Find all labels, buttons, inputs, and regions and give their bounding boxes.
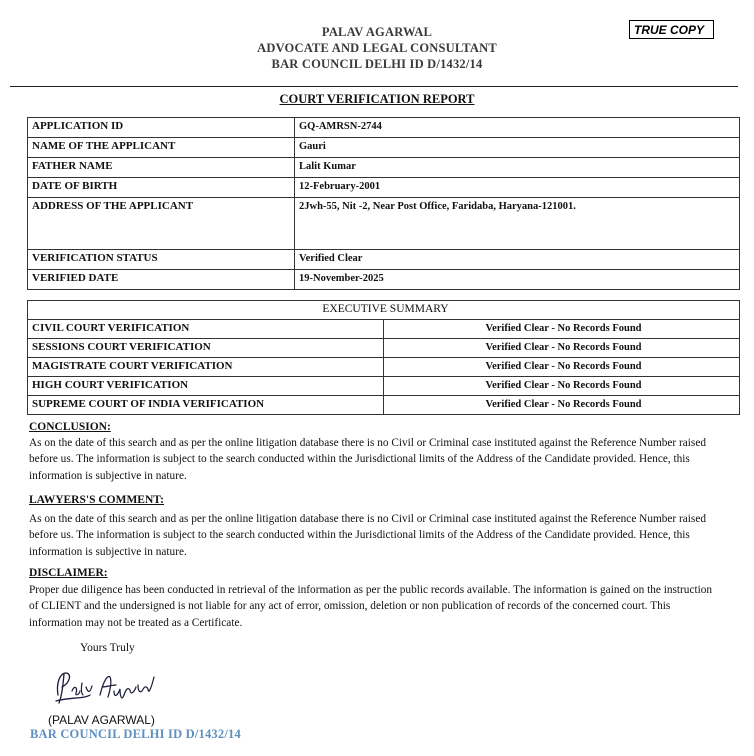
detail-label: VERIFIED DATE — [28, 270, 295, 290]
table-row — [28, 250, 740, 270]
advocate-designation: ADVOCATE AND LEGAL CONSULTANT — [257, 41, 497, 55]
table-row — [28, 178, 740, 198]
signatory-bar-id: BAR COUNCIL DELHI ID D/1432/14 — [30, 727, 241, 741]
table-row — [28, 118, 740, 138]
table-row — [28, 138, 740, 158]
true-copy-stamp: TRUE COPY — [629, 20, 714, 39]
applicant-details-table — [27, 117, 740, 290]
advocate-bar-id: BAR COUNCIL DELHI ID D/1432/14 — [271, 57, 483, 71]
detail-value: 19-November-2025 — [295, 270, 740, 290]
table-row — [28, 270, 740, 290]
court-result: Verified Clear - No Records Found — [384, 396, 740, 415]
header-divider — [10, 86, 738, 87]
detail-label: NAME OF THE APPLICANT — [28, 138, 295, 158]
detail-label: APPLICATION ID — [28, 118, 295, 138]
table-row — [28, 339, 740, 358]
report-title — [0, 92, 754, 107]
detail-value: 12-February-2001 — [295, 178, 740, 198]
executive-summary-table — [27, 300, 740, 415]
court-result: Verified Clear - No Records Found — [384, 358, 740, 377]
detail-value: Verified Clear — [295, 250, 740, 270]
conclusion-title: CONCLUSION: — [29, 421, 111, 433]
signature-scribble-icon — [50, 665, 160, 707]
court-label: SUPREME COURT OF INDIA VERIFICATION — [28, 396, 384, 415]
advocate-name: PALAV AGARWAL — [321, 25, 433, 39]
detail-label: VERIFICATION STATUS — [28, 250, 295, 270]
court-result: Verified Clear - No Records Found — [384, 339, 740, 358]
table-row — [28, 198, 740, 250]
detail-value: GQ-AMRSN-2744 — [295, 118, 740, 138]
detail-label: ADDRESS OF THE APPLICANT — [28, 198, 295, 250]
court-label: CIVIL COURT VERIFICATION — [28, 320, 384, 339]
detail-value: 2Jwh-55, Nit -2, Near Post Office, Faridaba, Haryana-121001. — [295, 198, 740, 250]
court-label: HIGH COURT VERIFICATION — [28, 377, 384, 396]
closing-salutation: Yours Truly — [80, 642, 135, 654]
disclaimer-title: DISCLAIMER: — [29, 567, 108, 579]
table-row — [28, 320, 740, 339]
table-row — [28, 358, 740, 377]
detail-value: Gauri — [295, 138, 740, 158]
detail-label: DATE OF BIRTH — [28, 178, 295, 198]
lawyers-comment-text: As on the date of this search and as per the online litigation database there is no Civil or Criminal case instituted against the Reference Number raised before us. The information is subject to the search conducted within the Jurisdictional limits of the Address of the Candidate provided. Hence, this information is subjective in nature. — [29, 513, 706, 558]
report-title-text: COURT VERIFICATION REPORT — [279, 92, 475, 106]
court-result: Verified Clear - No Records Found — [384, 320, 740, 339]
detail-label: FATHER NAME — [28, 158, 295, 178]
court-result: Verified Clear - No Records Found — [384, 377, 740, 396]
detail-value: Lalit Kumar — [295, 158, 740, 178]
handwritten-signature — [50, 665, 160, 712]
lawyers-comment-title: LAWYERS'S COMMENT: — [29, 494, 164, 506]
conclusion-text: As on the date of this search and as per the online litigation database there is no Civil or Criminal case instituted against the Reference Number raised before us. The information is subject to the search conducted within the Jurisdictional limits of the Address of the Candidate provided. Hence, this information is subjective in nature. — [29, 437, 706, 482]
table-row — [28, 301, 740, 320]
court-label: MAGISTRATE COURT VERIFICATION — [28, 358, 384, 377]
table-row — [28, 377, 740, 396]
signatory-name: (PALAV AGARWAL) — [48, 713, 155, 727]
executive-summary-heading: EXECUTIVE SUMMARY — [28, 301, 740, 320]
court-label: SESSIONS COURT VERIFICATION — [28, 339, 384, 358]
table-row — [28, 396, 740, 415]
disclaimer-text: Proper due diligence has been conducted in retrieval of the information as per the public records available. The information is gained on the instruction of CLIENT and the undersigned is not liable for any act of error, omission, deletion or non publication of records of the concerned court. This information may not be treated as a Certificate. — [29, 584, 713, 629]
table-row — [28, 158, 740, 178]
